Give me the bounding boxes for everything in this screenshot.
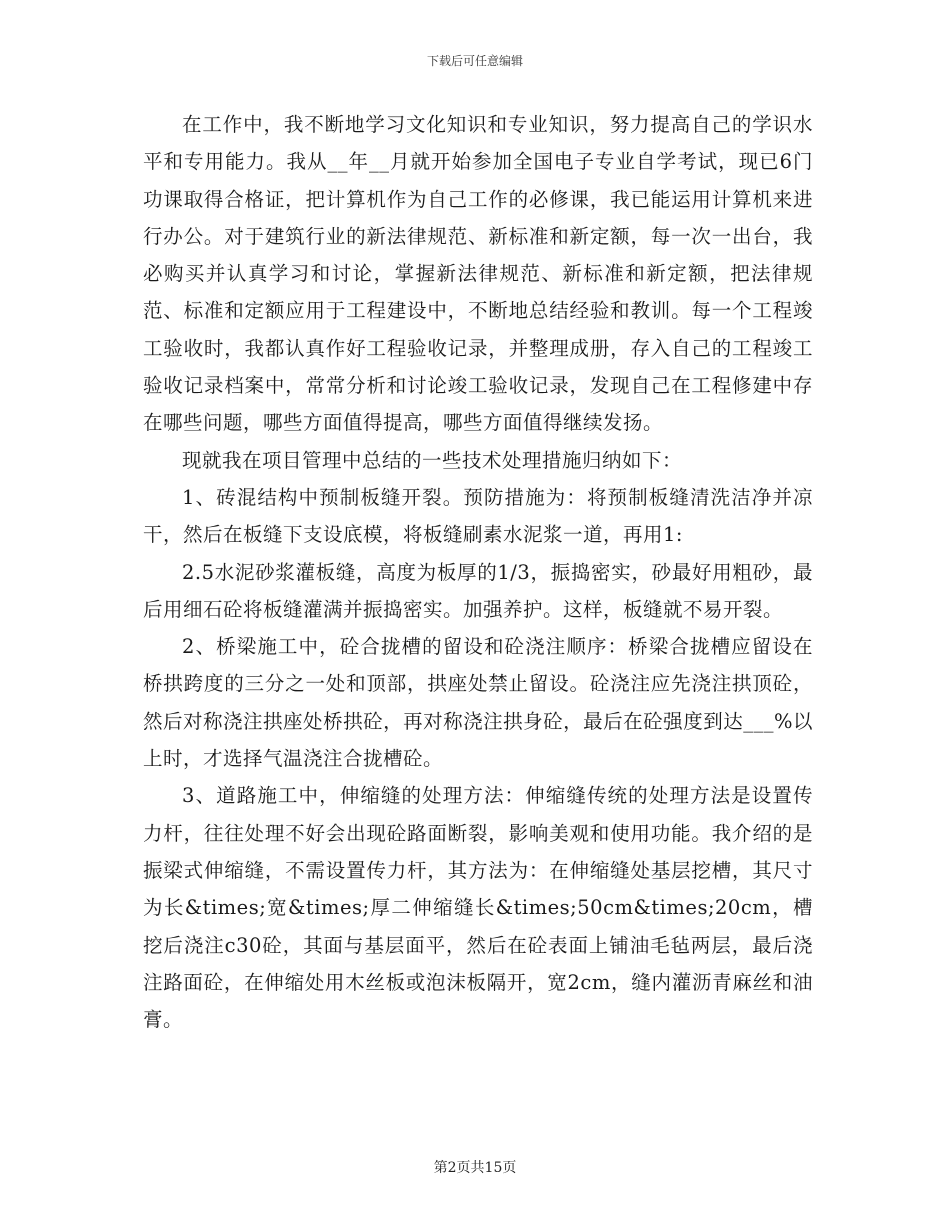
document-body	[143, 106, 813, 1038]
page-header: 下载后可任意编辑	[426, 54, 523, 68]
paragraph-item-3: 3、道路施工中，伸缩缝的处理方法：伸缩缝传统的处理方法是设置传力杆，往往处理不好会出现砼路面断裂，影响美观和使用功能。我介绍的是振梁式伸缩缝，不需设置传力杆，其方法为：在伸缩缝处基层挖槽，其尺寸为长&times;宽&times;厚二伸缩缝长&times;50cm&times;20cm，槽挖后浇注c30砼，其面与基层面平，然后在砼表面上铺油毛毡两层，最后浇注路面砼，在伸缩处用木丝板或泡沫板隔开，宽2cm，缝内灌沥青麻丝和油膏。	[143, 784, 813, 1032]
paragraph-item-2: 2、桥梁施工中，砼合拢槽的留设和砼浇注顺序：桥梁合拢槽应留设在桥拱跨度的三分之一处和顶部，拱座处禁止留设。砼浇注应先浇注拱顶砼，然后对称浇注拱座处桥拱砼，再对称浇注拱身砼，最后在砼强度到达___%以上时，才选择气温浇注合拢槽砼。	[143, 635, 813, 771]
page-footer: 第2页共15页	[433, 1160, 517, 1176]
paragraph-summary-intro: 现就我在项目管理中总结的一些技术处理措施归纳如下：	[182, 448, 683, 472]
paragraph-item-1: 1、砖混结构中预制板缝开裂。预防措施为：将预制板缝清洗洁净并凉干，然后在板缝下支设底模，将板缝刷素水泥浆一道，再用1:	[143, 485, 813, 547]
paragraph-item-1-continued: 2.5水泥砂浆灌板缝，高度为板厚的1/3，振捣密实，砂最好用粗砂，最后用细石砼将板缝灌满并振捣密实。加强养护。这样，板缝就不易开裂。	[143, 560, 813, 621]
paragraph-work-study: 在工作中，我不断地学习文化知识和专业知识，努力提高自己的学识水平和专用能力。我从__年__月就开始参加全国电子专业自学考试，现已6门功课取得合格证，把计算机作为自己工作的必修课，我已能运用计算机来进行办公。对于建筑行业的新法律规范、新标准和新定额，每一次一出台，我必购买并认真学习和讨论，掌握新法律规范、新标准和新定额，把法律规范、标准和定额应用于工程建设中，不断地总结经验和教训。每一个工程竣工验收时，我都认真作好工程验收记录，并整理成册，存入自己的工程竣工验收记录档案中，常常分析和讨论竣工验收记录，发现自己在工程修建中存在哪些问题，哪些方面值得提高，哪些方面值得继续发扬。	[143, 113, 813, 435]
